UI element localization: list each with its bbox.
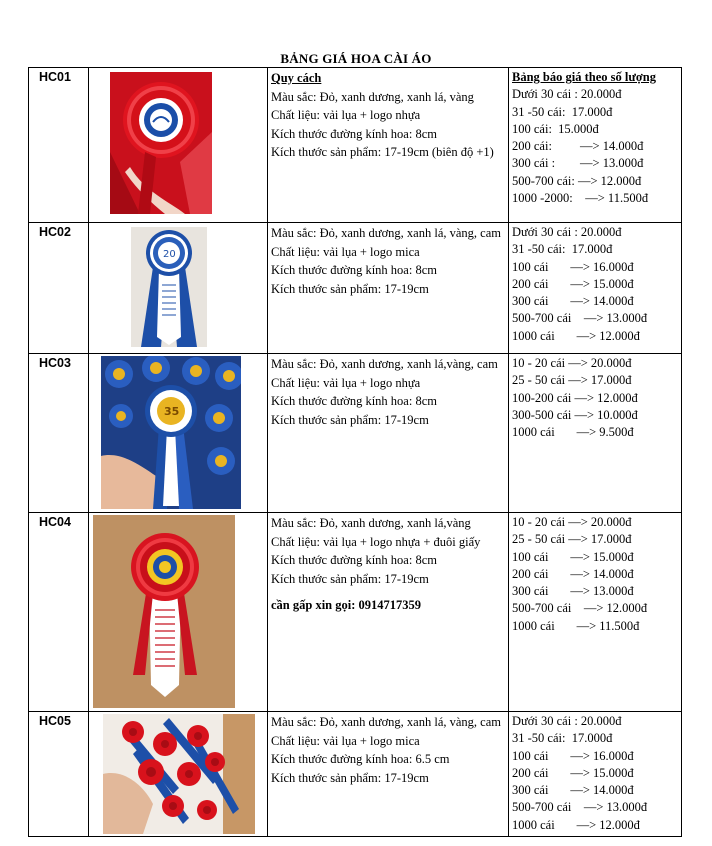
product-code: HC05 bbox=[29, 712, 89, 837]
product-photo-cell bbox=[89, 354, 268, 513]
product-code: HC03 bbox=[29, 354, 89, 513]
price-line: 300-500 cái —> 10.000đ bbox=[512, 407, 638, 422]
product-photo-cell bbox=[89, 513, 268, 712]
spec-size: Kích thước sản phẩm: 17-19cm bbox=[271, 281, 429, 296]
product-code: HC02 bbox=[29, 223, 89, 354]
price-line: 25 - 50 cái —> 17.000đ bbox=[512, 532, 632, 547]
product-code: HC04 bbox=[29, 513, 89, 712]
price-line: 500-700 cái —> 12.000đ bbox=[512, 601, 648, 616]
price-line: 300 cái : —> 13.000đ bbox=[512, 156, 644, 171]
spec-diameter: Kích thước đường kính hoa: 8cm bbox=[271, 263, 437, 278]
spec-cell bbox=[268, 712, 509, 837]
price-line: 300 cái —> 13.000đ bbox=[512, 584, 634, 599]
price-line: 10 - 20 cái —> 20.000đ bbox=[512, 356, 632, 370]
spec-cell bbox=[268, 354, 509, 513]
product-photo-cell bbox=[89, 223, 268, 354]
page-title: BẢNG GIÁ HOA CÀI ÁO bbox=[280, 51, 432, 66]
spec-cell bbox=[268, 513, 509, 712]
spec-size: Kích thước sản phẩm: 17-19cm (biên độ +1) bbox=[271, 145, 494, 160]
price-line: 31 -50 cái: 17.000đ bbox=[512, 104, 613, 119]
product-code: HC01 bbox=[29, 68, 89, 223]
price-line: 1000 -2000: —> 11.500đ bbox=[512, 191, 649, 206]
hotline-text: cần gấp xin gọi: 0914717359 bbox=[271, 598, 422, 613]
product-photo bbox=[103, 714, 255, 834]
price-line: 1000 cái —> 12.000đ bbox=[512, 328, 640, 343]
price-line: 500-700 cái —> 13.000đ bbox=[512, 800, 648, 815]
spec-diameter: Kích thước đường kính hoa: 8cm bbox=[271, 126, 437, 141]
price-line: 25 - 50 cái —> 17.000đ bbox=[512, 373, 632, 388]
spec-diameter: Kích thước đường kính hoa: 8cm bbox=[271, 394, 437, 409]
price-line: 31 -50 cái: 17.000đ bbox=[512, 731, 613, 746]
spec-diameter: Kích thước đường kính hoa: 6.5 cm bbox=[271, 752, 450, 767]
spec-material: Chất liệu: vải lụa + logo nhựa + đuôi giấy bbox=[271, 534, 481, 549]
price-line: 500-700 cái —> 13.000đ bbox=[512, 311, 648, 326]
product-photo bbox=[93, 515, 235, 708]
price-header: Bảng báo giá theo số lượng bbox=[512, 70, 656, 84]
spec-color: Màu sắc: Đỏ, xanh dương, xanh lá,vàng bbox=[271, 516, 471, 530]
price-cell bbox=[509, 513, 682, 712]
product-photo bbox=[110, 72, 212, 214]
spec-color: Màu sắc: Đỏ, xanh dương, xanh lá, vàng, cam bbox=[271, 226, 501, 240]
spec-size: Kích thước sản phẩm: 17-19cm bbox=[271, 770, 429, 785]
price-cell bbox=[509, 223, 682, 354]
price-line: 100 cái: 15.000đ bbox=[512, 121, 599, 136]
product-photo bbox=[101, 356, 241, 509]
price-table bbox=[28, 67, 682, 837]
price-line: 100 cái —> 16.000đ bbox=[512, 259, 634, 274]
price-line: 200 cái —> 15.000đ bbox=[512, 276, 634, 291]
spec-material: Chất liệu: vải lụa + logo nhựa bbox=[271, 375, 421, 390]
spec-size: Kích thước sản phẩm: 17-19cm bbox=[271, 412, 429, 427]
price-line: Dưới 30 cái : 20.000đ bbox=[512, 225, 622, 239]
price-line: 300 cái —> 14.000đ bbox=[512, 783, 634, 798]
price-line: 1000 cái —> 9.500đ bbox=[512, 425, 634, 440]
spec-color: Màu sắc: Đỏ, xanh dương, xanh lá,vàng, cam bbox=[271, 357, 498, 371]
spec-material: Chất liệu: vải lụa + logo nhựa bbox=[271, 108, 421, 123]
spec-cell bbox=[268, 223, 509, 354]
spec-size: Kích thước sản phẩm: 17-19cm bbox=[271, 571, 429, 586]
spec-color: Màu sắc: Đỏ, xanh dương, xanh lá, vàng, cam bbox=[271, 715, 501, 729]
table-row bbox=[29, 513, 682, 712]
price-line: 200 cái: —> 14.000đ bbox=[512, 139, 644, 154]
price-line: 10 - 20 cái —> 20.000đ bbox=[512, 515, 632, 529]
spec-material: Chất liệu: vải lụa + logo mica bbox=[271, 733, 420, 748]
price-line: 1000 cái —> 11.500đ bbox=[512, 618, 640, 633]
price-line: 200 cái —> 14.000đ bbox=[512, 566, 634, 581]
price-line: 100-200 cái —> 12.000đ bbox=[512, 390, 638, 405]
svg-text:35: 35 bbox=[164, 405, 180, 418]
price-line: 100 cái —> 15.000đ bbox=[512, 549, 634, 564]
spec-cell bbox=[268, 68, 509, 223]
price-cell bbox=[509, 354, 682, 513]
table-row bbox=[29, 712, 682, 837]
price-line: 1000 cái —> 12.000đ bbox=[512, 817, 640, 832]
spec-header: Quy cách bbox=[271, 71, 322, 85]
price-line: Dưới 30 cái : 20.000đ bbox=[512, 714, 622, 728]
price-cell bbox=[509, 68, 682, 223]
product-photo-cell bbox=[89, 68, 268, 223]
product-photo bbox=[131, 227, 207, 347]
table-row bbox=[29, 68, 682, 223]
table-row bbox=[29, 223, 682, 354]
spec-material: Chất liệu: vải lụa + logo mica bbox=[271, 244, 420, 259]
price-cell bbox=[509, 712, 682, 837]
spec-color: Màu sắc: Đỏ, xanh dương, xanh lá, vàng bbox=[271, 89, 474, 104]
price-line: 300 cái —> 14.000đ bbox=[512, 294, 634, 309]
price-line: 100 cái —> 16.000đ bbox=[512, 748, 634, 763]
product-photo-cell bbox=[89, 712, 268, 837]
price-line: 500-700 cái: —> 12.000đ bbox=[512, 173, 642, 188]
svg-text:20: 20 bbox=[163, 249, 176, 260]
price-line: 200 cái —> 15.000đ bbox=[512, 765, 634, 780]
table-row bbox=[29, 354, 682, 513]
price-line: 31 -50 cái: 17.000đ bbox=[512, 242, 613, 257]
spec-diameter: Kích thước đường kính hoa: 8cm bbox=[271, 553, 437, 568]
price-line: Dưới 30 cái : 20.000đ bbox=[512, 87, 622, 102]
